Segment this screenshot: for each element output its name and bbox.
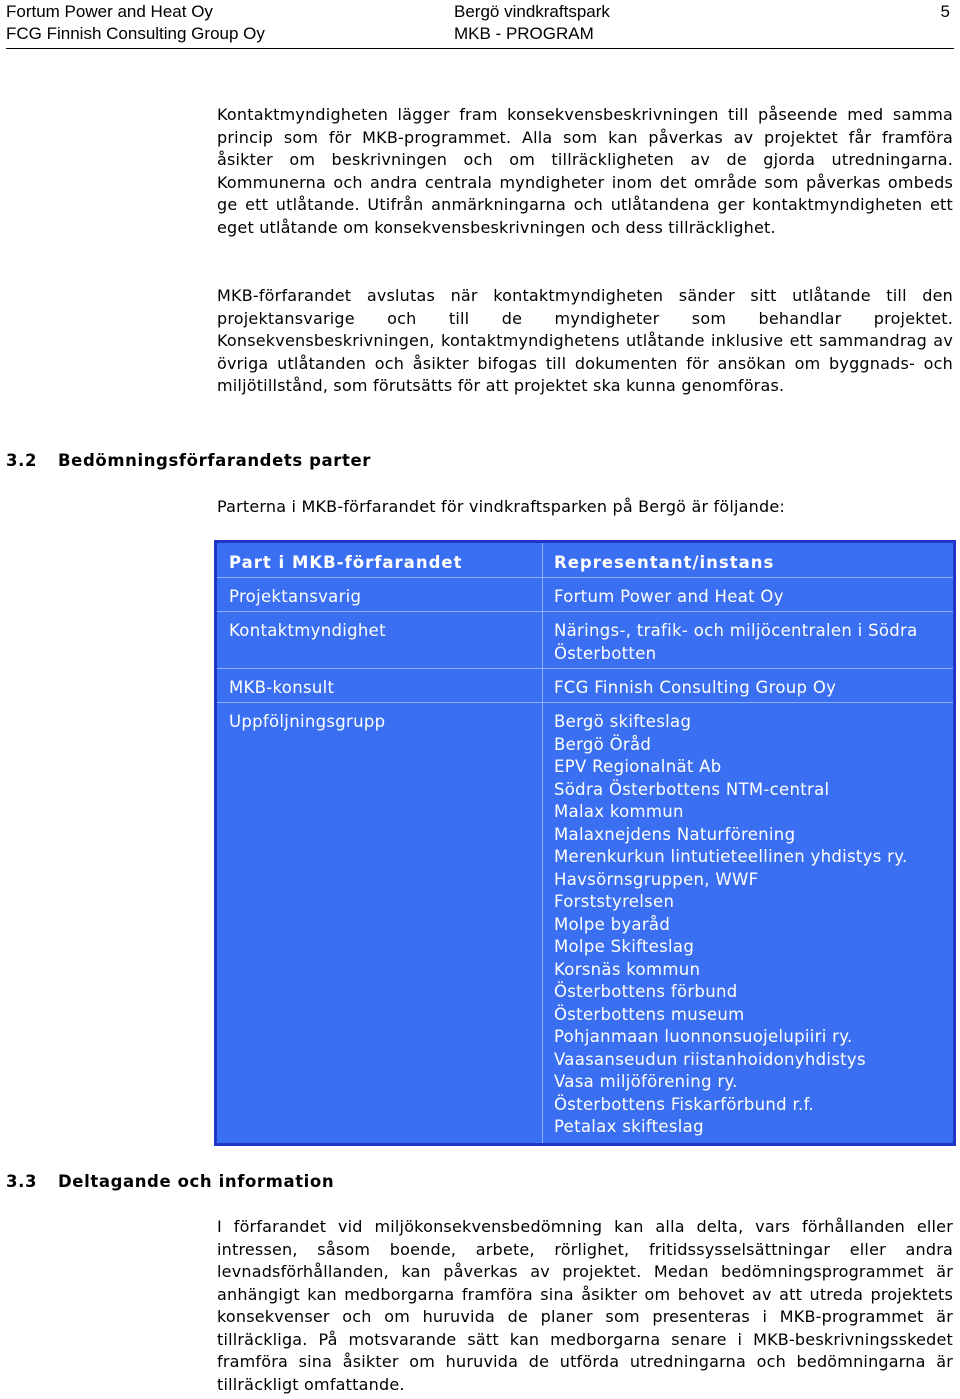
section-number: 3.2 bbox=[6, 451, 38, 470]
page-header bbox=[6, 0, 954, 49]
representative-line: FCG Finnish Consulting Group Oy bbox=[554, 678, 837, 697]
paragraph-parties-intro: Parterna i MKB-förfarandet för vindkraftsparken på Bergö är följande: bbox=[217, 497, 785, 516]
representative-line: Fortum Power and Heat Oy bbox=[554, 587, 784, 606]
representative-line: Malax kommun bbox=[554, 802, 684, 821]
parties-table bbox=[214, 540, 956, 1146]
table-row bbox=[217, 577, 953, 612]
table-row bbox=[217, 702, 953, 1143]
paragraph-conclusion: MKB-förfarandet avslutas när kontaktmyndigheten sänder sitt utlåtande till den projektansvarige och till de myndigheter som behandlar projektet. Konsekvensbeskrivningen, kontaktmyndighetens utlåtande inklusive ett sammandrag av övriga utlåtanden och åsikter bifogas till dokumenten för ansökan om byggnads- och miljötillstånd, som förutsätts för att projektet ska kunna genomföras. bbox=[217, 286, 953, 395]
party-representative bbox=[554, 677, 946, 700]
representative-line: Malaxnejdens Naturförening bbox=[554, 824, 796, 844]
party-role: Kontaktmyndighet bbox=[229, 621, 386, 640]
representative-line: Merenkurkun lintutieteellinen yhdistys ry. bbox=[554, 847, 908, 866]
page-number: 5 bbox=[940, 2, 950, 21]
header-company bbox=[6, 1, 265, 45]
table-header-row bbox=[217, 543, 953, 578]
header-project-line2: MKB - PROGRAM bbox=[454, 24, 594, 43]
paragraph-participation: I förfarandet vid miljökonsekvensbedömning kan alla delta, vars förhållanden eller intressen, såsom boende, arbete, rörlighet, fritidssysselsättningar eller andra levnadsförhållanden, kan påverkas av projektet. Medan bedömningsprogrammet är anhängigt kan medborgarna framföra sina åsikter om behovet av att utreda projektets konsekvenser och om huruvida de planer som presenteras i MKB-programmet är tillräckliga. På motsvarande sätt kan medborgarna senare i MKB-beskrivningsskedet framföra sina åsikter om huruvida de utförda utredningarna och bedömningarna är tillräckligt omfattande. bbox=[217, 1217, 953, 1394]
representative-line: Bergö Öråd bbox=[554, 734, 652, 754]
representative-line: Pohjanmaan luonnonsuojelupiiri ry. bbox=[554, 1027, 853, 1046]
representative-line: Vasa miljöförening ry. bbox=[554, 1072, 738, 1091]
header-company-line2: FCG Finnish Consulting Group Oy bbox=[6, 24, 265, 43]
section-heading-parties bbox=[6, 451, 371, 470]
representative-line: Österbottens förbund bbox=[554, 982, 738, 1001]
representative-line: Södra Österbottens NTM-central bbox=[554, 779, 830, 799]
party-role: Uppföljningsgrupp bbox=[229, 712, 386, 731]
representative-line: Bergö skifteslag bbox=[554, 712, 692, 731]
header-project-line1: Bergö vindkraftspark bbox=[454, 2, 610, 21]
party-role: Projektansvarig bbox=[229, 587, 362, 606]
header-project bbox=[454, 1, 610, 45]
representative-line: Österbottens Fiskarförbund r.f. bbox=[554, 1094, 815, 1114]
section-title: Deltagande och information bbox=[58, 1172, 335, 1191]
representative-line: Molpe Skifteslag bbox=[554, 937, 695, 956]
representative-line: Petalax skifteslag bbox=[554, 1117, 704, 1136]
representative-line: Molpe byaråd bbox=[554, 914, 671, 934]
representative-line: Korsnäs kommun bbox=[554, 959, 701, 979]
representative-line: Havsörnsgruppen, WWF bbox=[554, 869, 759, 889]
column-header-part: Part i MKB-förfarandet bbox=[229, 553, 463, 572]
section-heading-participation bbox=[6, 1172, 334, 1191]
section-title: Bedömningsförfarandets parter bbox=[58, 451, 372, 470]
representative-line: Vaasanseudun riistanhoidonyhdistys bbox=[554, 1049, 866, 1069]
header-company-line1: Fortum Power and Heat Oy bbox=[6, 2, 213, 21]
representative-line: Österbottens museum bbox=[554, 1004, 745, 1024]
table-row bbox=[217, 668, 953, 703]
section-number: 3.3 bbox=[6, 1172, 38, 1191]
representative-line: EPV Regionalnät Ab bbox=[554, 757, 722, 776]
party-representative bbox=[554, 586, 946, 609]
representative-line: Forststyrelsen bbox=[554, 892, 675, 911]
party-representative-list bbox=[554, 711, 946, 1139]
table-row bbox=[217, 611, 953, 669]
paragraph-review: Kontaktmyndigheten lägger fram konsekvensbeskrivningen till påseende med samma princip som för MKB-programmet. Alla som kan påverkas av projektet får framföra åsikter om beskrivningen och om tillräckligheten av de gjorda utredningarna. Kommunerna och andra centrala myndigheter inom det område som påverkas ombeds ge ett utlåtande. Utifrån anmärkningarna och utlåtandena ger kontaktmyndigheten ett eget utlåtande om konsekvensbeskrivningen och dess tillräcklighet. bbox=[217, 105, 953, 237]
party-representative: Närings-, trafik- och miljöcentralen i Södra Österbotten bbox=[554, 621, 918, 663]
party-role: MKB-konsult bbox=[229, 678, 335, 697]
column-header-representative: Representant/instans bbox=[554, 553, 775, 572]
